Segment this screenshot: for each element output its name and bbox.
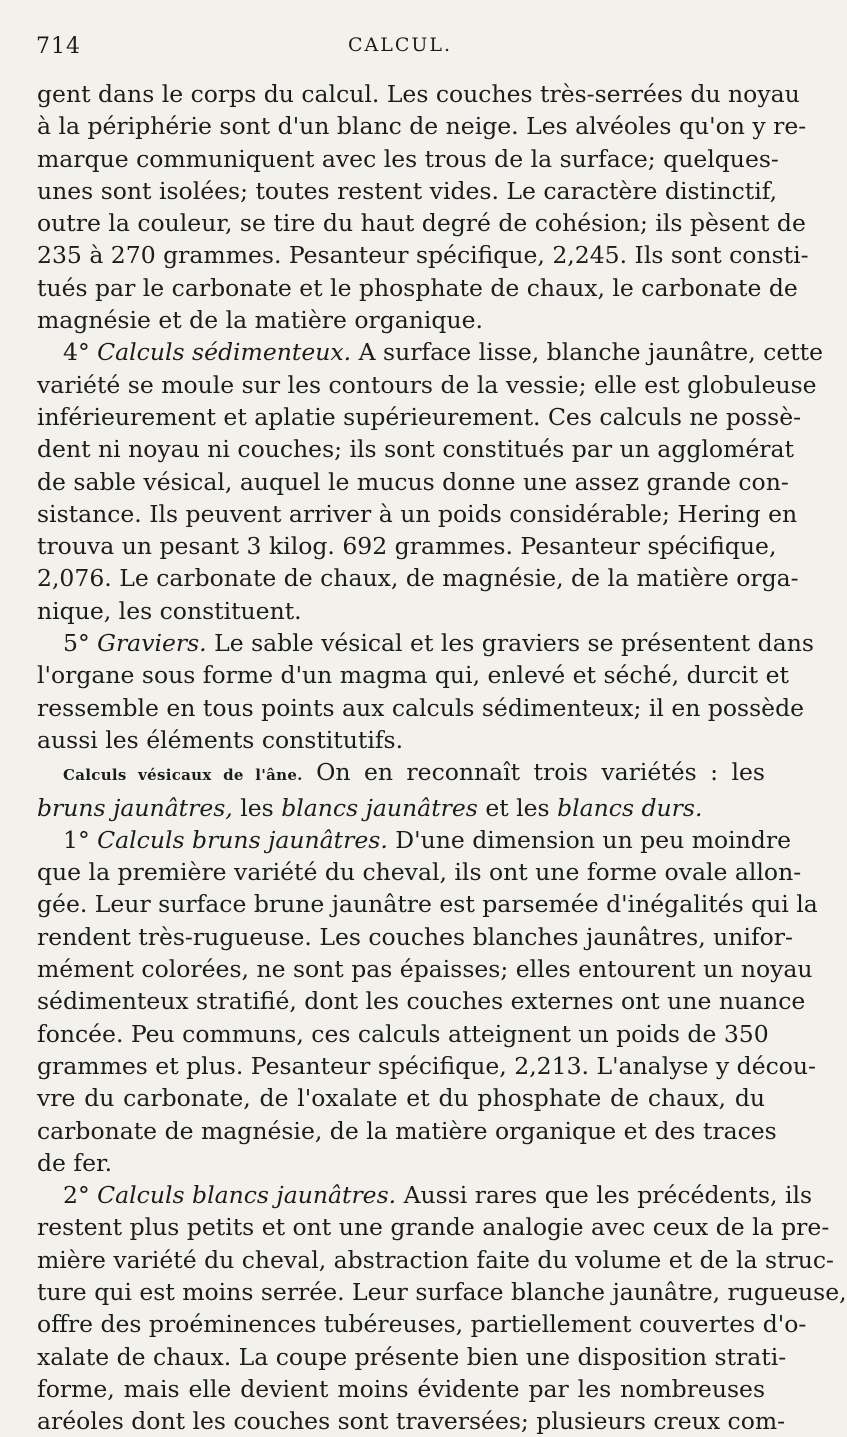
donkey-section-heading-line [37, 756, 765, 791]
section-number: 4° [63, 338, 98, 367]
text-line: sédimenteux stratifié, dont les couches externes ont une nuance [37, 987, 806, 1016]
variety-name: blancs jaunâtres [281, 793, 478, 822]
text-line: magnésie et de la matière organique. [37, 306, 483, 335]
text-line: de fer. [37, 1148, 113, 1177]
text-line: gée. Leur surface brune jaunâtre est parsemée d'inégalités qui la [37, 890, 818, 919]
section-number: 2° [63, 1181, 98, 1210]
varieties-line [37, 792, 765, 824]
text-line: de sable vésical, auquel le mucus donne une assez grande con- [37, 467, 789, 496]
text-line: 235 à 270 grammes. Pesanteur spécifique, 2,245. Ils sont consti- [37, 241, 809, 270]
page-number: 714 [36, 34, 81, 59]
text-line: que la première variété du cheval, ils ont une forme ovale allon- [37, 858, 802, 887]
section-number: 5° [63, 629, 98, 658]
text-line: aréoles dont les couches sont traversées; plusieurs creux com- [37, 1407, 786, 1436]
text-line: mière variété du cheval, abstraction faite du volume et de la struc- [37, 1245, 834, 1274]
section-number: 1° [63, 825, 98, 854]
subsection-1-heading-line [37, 824, 791, 856]
page-header [0, 34, 800, 64]
text-segment: D'une dimension un peu moindre [387, 825, 791, 854]
text-line: foncée. Peu communs, ces calculs atteignent un poids de 350 [37, 1019, 769, 1048]
text-line: à la périphérie sont d'un blanc de neige. Les alvéoles qu'on y re- [37, 112, 807, 141]
running-title: CALCUL. [347, 34, 453, 56]
text-line: restent plus petits et ont une grande analogie avec ceux de la pre- [37, 1213, 830, 1242]
text-line: grammes et plus. Pesanteur spécifique, 2,213. L'analyse y décou- [37, 1051, 816, 1080]
text-segment: et les [477, 793, 558, 822]
text-line: trouva un pesant 3 kilog. 692 grammes. Pesanteur spécifique, [37, 532, 777, 561]
text-line: tués par le carbonate et le phosphate de chaux, le carbonate de [37, 273, 798, 302]
text-line: aussi les éléments constitutifs. [37, 725, 404, 754]
section-title: Calculs sédimenteux. [97, 338, 352, 367]
text-line: ture qui est moins serrée. Leur surface blanche jaunâtre, rugueuse, [37, 1277, 847, 1306]
text-line: gent dans le corps du calcul. Les couches très-serrées du noyau [37, 80, 800, 108]
body-text [37, 78, 847, 1437]
text-segment: Le sable vésical et les graviers se présentent dans [206, 629, 814, 658]
section-4-heading-line [37, 336, 824, 368]
text-line: rendent très-rugueuse. Les couches blanches jaunâtres, unifor- [37, 922, 793, 951]
section-5-heading-line [37, 627, 814, 659]
text-line: vre du carbonate, de l'oxalate et du phosphate de chaux, du [37, 1084, 765, 1113]
text-line: outre la couleur, se tire du haut degré de cohésion; ils pèsent de [37, 209, 806, 238]
section-title: Calculs bruns jaunâtres. [97, 825, 388, 854]
text-line: xalate de chaux. La coupe présente bien une disposition strati- [37, 1342, 787, 1371]
text-segment: A surface lisse, blanche jaunâtre, cette [351, 338, 824, 367]
text-line: marque communiquent avec les trous de la surface; quelques- [37, 144, 779, 173]
run-in-heading: Calculs vésicaux de l'âne. [63, 766, 303, 785]
text-segment: On en reconnaît trois variétés : les [302, 758, 765, 787]
section-title: Graviers. [97, 629, 207, 658]
text-line: nique, les constituent. [37, 596, 302, 625]
text-line: ressemble en tous points aux calculs sédimenteux; il en possède [37, 693, 805, 722]
text-line: carbonate de magnésie, de la matière organique et des traces [37, 1116, 777, 1145]
text-line: offre des proéminences tubéreuses, partiellement couvertes d'o- [37, 1310, 807, 1339]
text-line: 2,076. Le carbonate de chaux, de magnésie, de la matière orga- [37, 564, 799, 593]
text-segment: Aussi rares que les précédents, ils [396, 1181, 813, 1210]
variety-name: bruns jaunâtres, [37, 793, 233, 822]
text-line: sistance. Ils peuvent arriver à un poids considérable; Hering en [37, 499, 798, 528]
text-line: dent ni noyau ni couches; ils sont constitués par un agglomérat [37, 435, 794, 464]
text-line: forme, mais elle devient moins évidente par les nombreuses [37, 1374, 765, 1403]
section-title: Calculs blancs jaunâtres. [97, 1181, 397, 1210]
text-line: unes sont isolées; toutes restent vides. Le caractère distinctif, [37, 176, 778, 205]
text-line: variété se moule sur les contours de la vessie; elle est globuleuse [37, 370, 817, 399]
subsection-2-heading-line [37, 1179, 813, 1211]
text-line: inférieurement et aplatie supérieurement. Ces calculs ne possè- [37, 402, 802, 431]
text-line: mément colorées, ne sont pas épaisses; elles entourent un noyau [37, 955, 813, 984]
text-segment: les [232, 793, 282, 822]
variety-name: blancs durs. [557, 793, 703, 822]
text-line: l'organe sous forme d'un magma qui, enlevé et séché, durcit et [37, 661, 789, 690]
